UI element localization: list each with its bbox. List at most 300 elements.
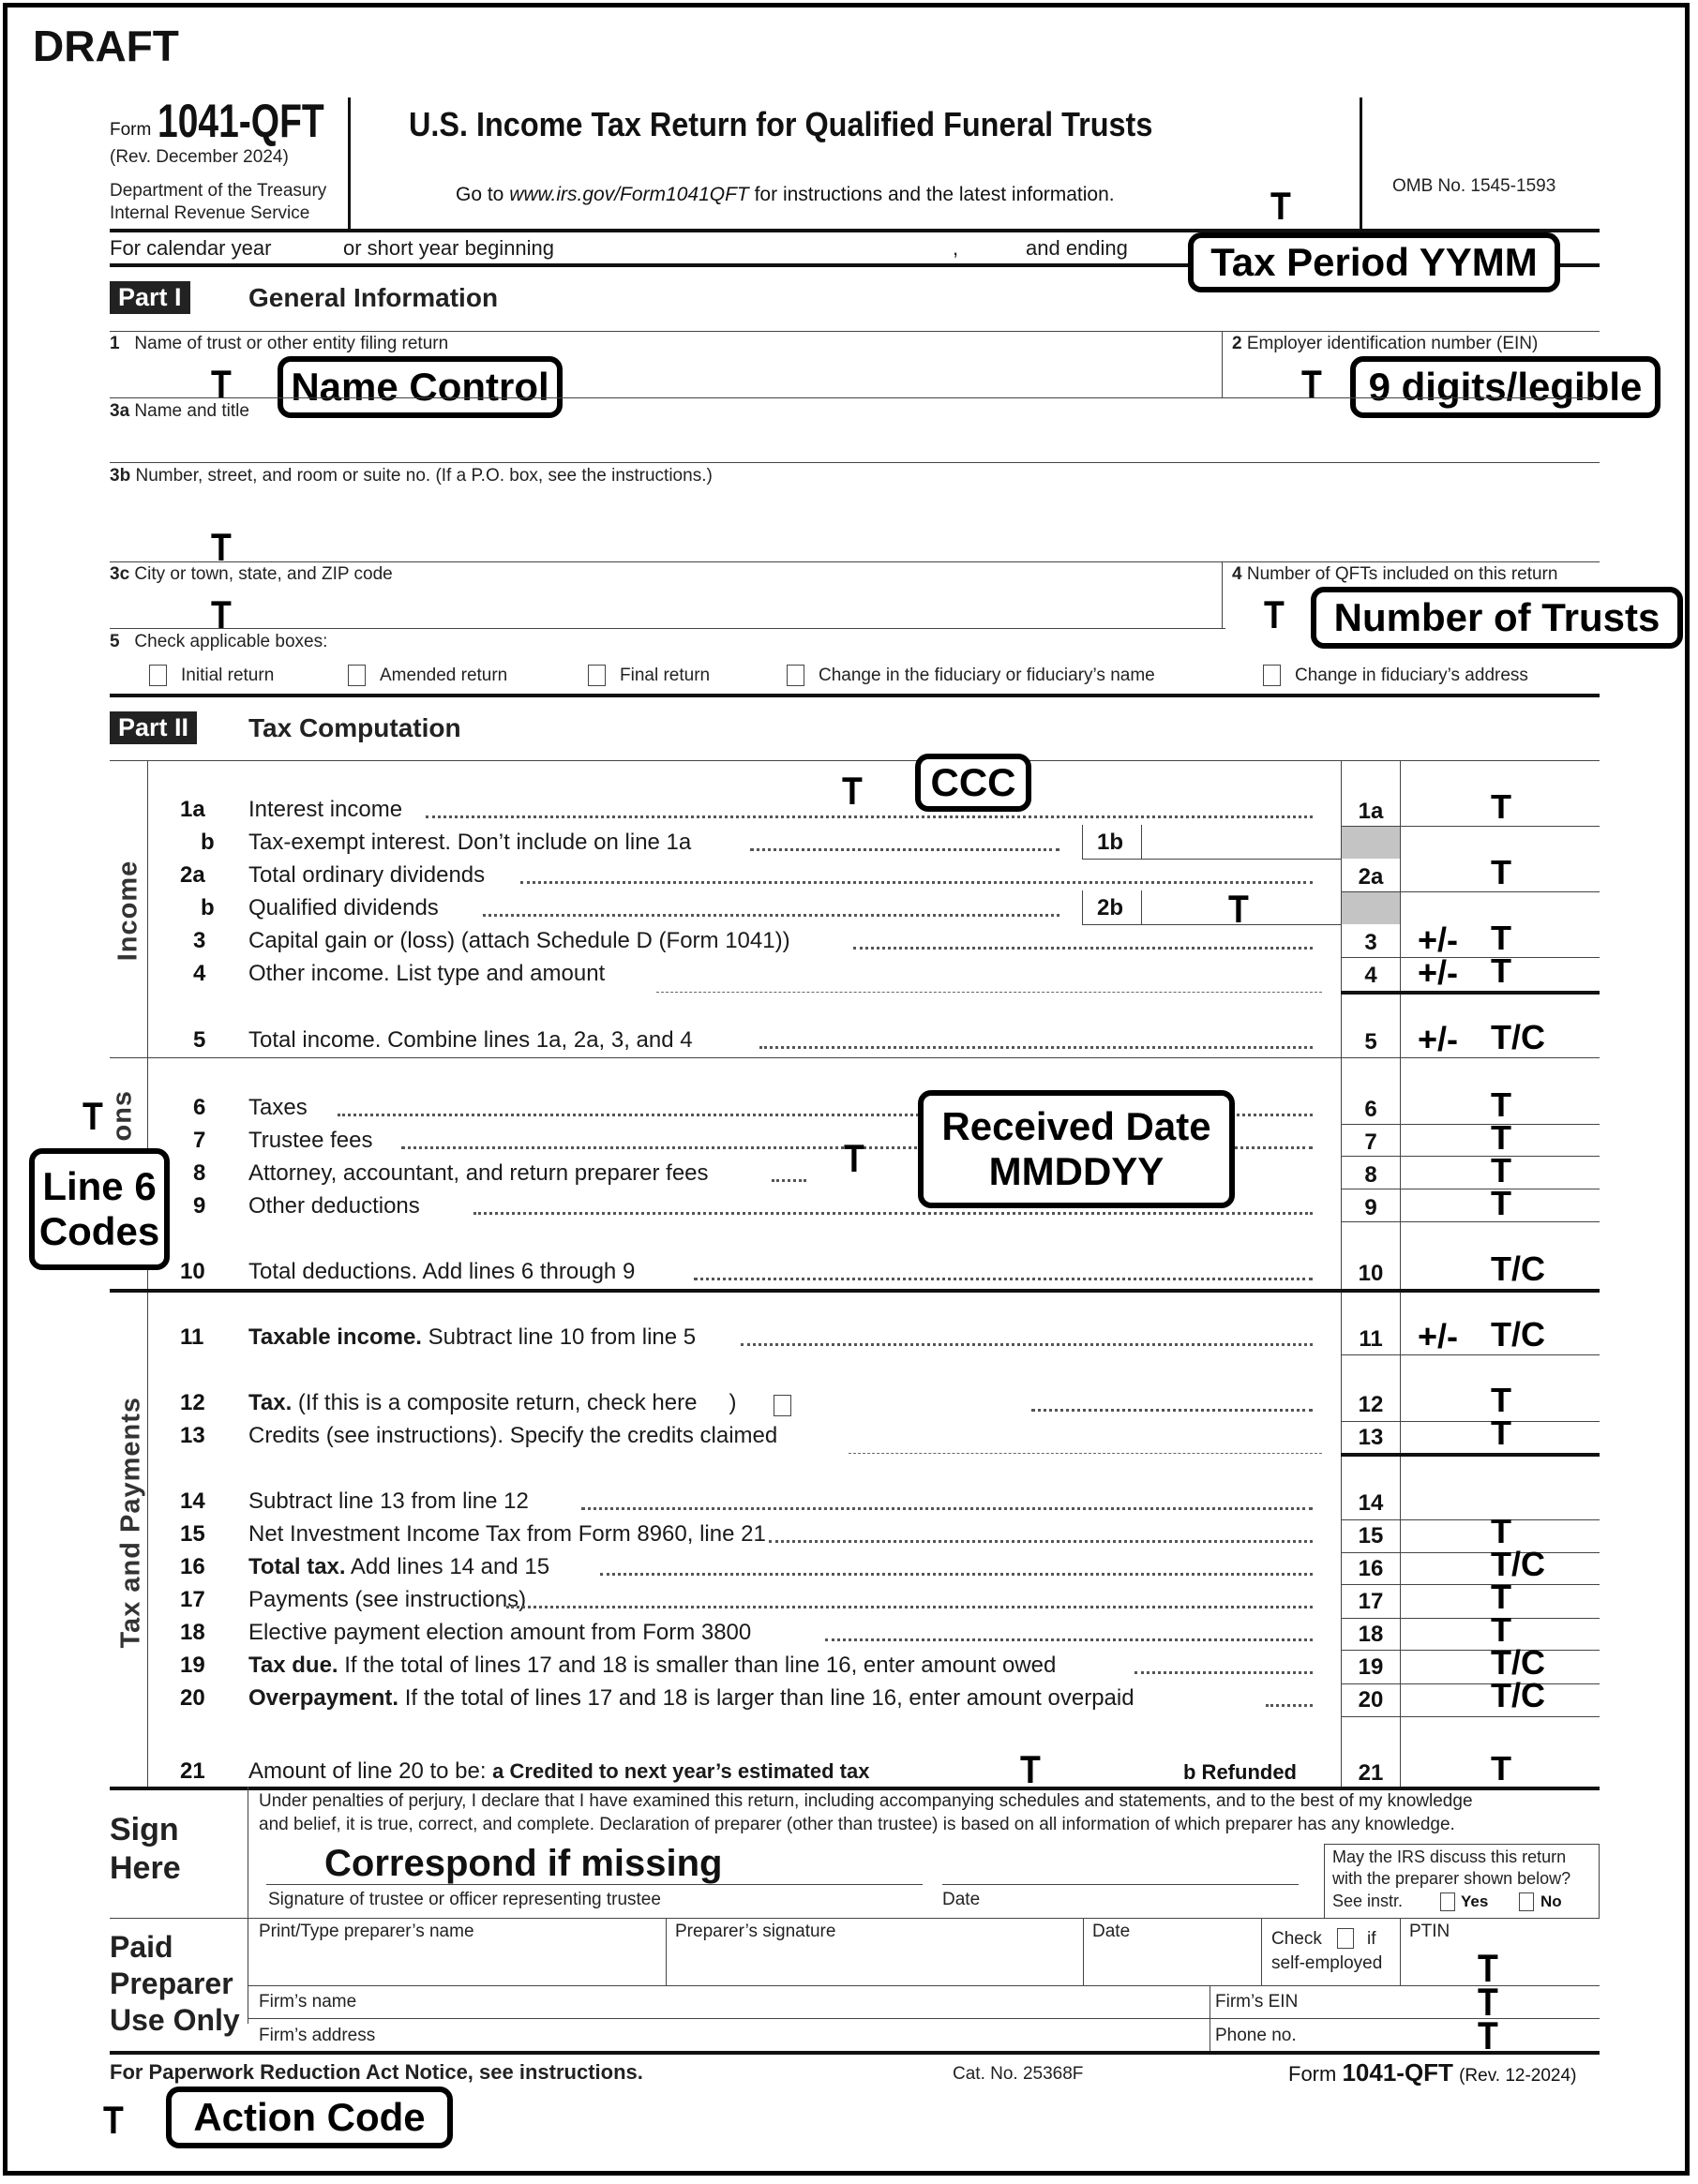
line-text: Capital gain or (loss) (attach Schedule D (Form 1041)) — [248, 928, 790, 953]
line3a-label — [110, 401, 249, 422]
label-amended-return: Amended return — [380, 666, 508, 685]
rule — [110, 561, 1600, 562]
dot-leader — [600, 1569, 1313, 1576]
line-box-label: 21 — [1358, 1760, 1384, 1786]
perjury-line1: Under penalties of perjury, I declare that I have examined this return, including accompanying schedules and statements, and to the best of my knowledge — [259, 1791, 1473, 1811]
section-deductions: ons — [107, 1089, 138, 1142]
perjury-line2: and belief, it is true, correct, and complete. Declaration of preparer (other than trustee) is based on all information of which preparer has any knowledge. — [259, 1815, 1455, 1834]
rule — [110, 397, 1600, 398]
rule — [110, 2051, 1600, 2055]
line-number: 10 — [180, 1259, 205, 1284]
col-divider — [1400, 1918, 1401, 1985]
sign-date-label: Date — [942, 1890, 981, 1909]
line-box-label: 6 — [1364, 1097, 1377, 1122]
preparer-name-label: Print/Type preparer’s name — [259, 1922, 474, 1941]
rule — [1082, 924, 1341, 925]
part2-title: Tax Computation — [248, 713, 461, 742]
line-number: 16 — [180, 1554, 205, 1579]
discuss-line2: with the preparer shown below? — [1332, 1869, 1571, 1888]
dot-leader — [825, 1635, 1313, 1641]
line-text: Taxes — [248, 1095, 308, 1120]
line-description — [248, 961, 605, 987]
line-description — [248, 1653, 1056, 1679]
code-T-action: T — [103, 2098, 124, 2142]
line-number: 12 — [180, 1390, 205, 1415]
callout-name-control: Name Control — [278, 356, 563, 418]
rule — [110, 628, 1225, 629]
line-description — [248, 1095, 308, 1121]
sign-indicator: +/- — [1418, 953, 1459, 992]
transcription-code: T — [1491, 1381, 1511, 1419]
line-number: 17 — [180, 1587, 205, 1612]
line-description — [248, 928, 790, 954]
header-divider-left — [348, 97, 351, 229]
rule — [1082, 859, 1341, 860]
transcription-code: T/C — [1491, 1018, 1545, 1056]
line-description — [248, 797, 402, 823]
line-description — [248, 1685, 1135, 1712]
line-bold-label: Overpayment. — [248, 1685, 399, 1711]
shaded-cell — [1342, 892, 1400, 924]
line6-codes-label2: Codes — [38, 1209, 160, 1253]
callout-ein: 9 digits/legible — [1350, 356, 1660, 418]
self-employed-label: self-employed — [1271, 1953, 1383, 1973]
dot-leader — [759, 1042, 1313, 1049]
line-text: If the total of lines 17 and 18 is smaller than line 16, enter amount owed — [338, 1653, 1057, 1678]
line4-num: 4 — [1232, 564, 1242, 584]
goto-prefix: Go to — [456, 184, 510, 205]
line-bold-label: Tax due. — [248, 1653, 338, 1678]
period-comma: , — [953, 236, 959, 260]
line-number: 7 — [193, 1128, 206, 1153]
line-text: Subtract line 13 from line 12 — [248, 1488, 529, 1514]
line-box-label: 18 — [1358, 1622, 1384, 1647]
checkbox-final-return[interactable] — [588, 665, 606, 686]
code-T-received: T — [844, 1136, 864, 1180]
transcription-code: T — [1491, 1151, 1511, 1189]
footer-form-number: 1041-QFT — [1342, 2058, 1453, 2087]
footer-rev: (Rev. 12-2024) — [1459, 2066, 1577, 2086]
short-year-label: or short year beginning — [343, 236, 555, 260]
signature-line[interactable] — [266, 1884, 923, 1885]
if-label: if — [1367, 1929, 1376, 1949]
firm-name-label: Firm’s name — [259, 1992, 357, 2012]
line-box-label: 1a — [1358, 799, 1384, 824]
correspond-if-missing: Correspond if missing — [324, 1843, 723, 1884]
transcription-code: T/C — [1491, 1643, 1545, 1682]
dot-leader — [1135, 1668, 1313, 1674]
omb-number: OMB No. 1545-1593 — [1392, 176, 1556, 196]
rule — [248, 2018, 1600, 2019]
line-box-label: 5 — [1364, 1029, 1377, 1055]
col-divider — [1222, 561, 1223, 628]
sign-title-1: Sign — [110, 1812, 179, 1847]
checkbox-discuss-yes[interactable] — [1440, 1892, 1455, 1911]
paperwork-notice: For Paperwork Reduction Act Notice, see instructions. — [110, 2060, 643, 2084]
callout-tax-period: Tax Period YYMM — [1188, 232, 1560, 292]
line3c-text: City or town, state, and ZIP code — [134, 564, 393, 584]
line-box-label: 3 — [1364, 930, 1377, 955]
line-text: Amount of line 20 to be: — [248, 1758, 493, 1784]
line-description — [248, 1620, 751, 1646]
line-number: 5 — [193, 1027, 206, 1053]
line-box-label: 15 — [1358, 1523, 1384, 1548]
line-description — [248, 862, 485, 889]
line-text: Total ordinary dividends — [248, 862, 486, 888]
check-label: Check — [1271, 1929, 1322, 1949]
line2-text: Employer identification number (EIN) — [1246, 334, 1539, 353]
goto-url[interactable]: www.irs.gov/Form1041QFT — [509, 184, 749, 205]
line-description — [248, 1521, 766, 1548]
transcription-code: T — [1491, 1184, 1511, 1222]
form-revision: (Rev. December 2024) — [110, 147, 289, 167]
line-number: 8 — [193, 1160, 206, 1186]
inner-box-2b: 2b — [1097, 895, 1124, 920]
line-box-label: 8 — [1364, 1162, 1377, 1188]
paid-preparer-title — [110, 1929, 240, 2039]
callout-line6-codes — [29, 1148, 170, 1270]
dot-leader — [1266, 1700, 1313, 1707]
goto-suffix: for instructions and the latest information. — [748, 184, 1115, 205]
line-number: 2a — [180, 862, 205, 888]
leader-line-4 — [656, 992, 1322, 993]
line-number: 14 — [180, 1488, 205, 1514]
rule — [1341, 991, 1600, 995]
preparer-title-1: Paid — [110, 1930, 173, 1964]
line-box-label: 20 — [1358, 1687, 1384, 1713]
line-box-label: 9 — [1364, 1195, 1377, 1220]
line-text: Add lines 14 and 15 — [345, 1554, 550, 1579]
transcription-code: T — [1491, 1085, 1511, 1124]
section-spine — [147, 760, 148, 1787]
line-text: Elective payment election amount from Form 3800 — [248, 1620, 752, 1645]
checkbox-change-fiduciary-address[interactable] — [1263, 665, 1281, 686]
line-bold-label: Taxable income. — [248, 1324, 422, 1350]
line-description — [248, 1390, 736, 1416]
col-divider — [1083, 1918, 1084, 1985]
line-number: 20 — [180, 1685, 205, 1711]
line5-text: Check applicable boxes: — [134, 632, 328, 651]
dot-leader — [506, 1602, 1313, 1608]
line-number: b — [201, 830, 215, 855]
header-divider-right — [1360, 97, 1362, 229]
code-T-ptin: T — [1478, 1946, 1498, 1990]
line-description — [248, 1587, 526, 1613]
code-T-ccc: T — [842, 769, 863, 813]
line3a-num: 3a — [110, 401, 130, 421]
line-bold-label: Tax. — [248, 1390, 293, 1415]
callout-number-of-trusts: Number of Trusts — [1311, 587, 1683, 649]
line-number: 11 — [180, 1324, 204, 1350]
received-date-label: Received Date — [941, 1103, 1211, 1148]
line-number: b — [201, 895, 215, 920]
dept-line1: Department of the Treasury — [110, 181, 327, 201]
date-line[interactable] — [942, 1884, 1299, 1885]
line-text: Credits (see instructions). Specify the credits claimed — [248, 1423, 778, 1448]
line1-text: Name of trust or other entity filing return — [134, 334, 449, 353]
line-description — [248, 830, 691, 856]
line-box-label: 11 — [1359, 1326, 1383, 1352]
rule — [110, 462, 1600, 463]
dept-line2: Internal Revenue Service — [110, 203, 310, 223]
line2-label — [1232, 334, 1538, 354]
line-box-label: 19 — [1358, 1654, 1384, 1680]
line-description — [248, 1128, 373, 1154]
ptin-label: PTIN — [1409, 1922, 1450, 1941]
line1-num: 1 — [110, 334, 120, 353]
line-description — [248, 1423, 777, 1449]
dot-leader — [1031, 1405, 1313, 1412]
preparer-date-label: Date — [1092, 1922, 1131, 1941]
line-box-label: 13 — [1358, 1425, 1384, 1450]
line4-text: Number of QFTs included on this return — [1246, 564, 1558, 584]
code-T-city: T — [211, 592, 232, 636]
code-T-name: T — [211, 362, 232, 406]
leader-line-13 — [849, 1453, 1322, 1454]
signature-label: Signature of trustee or officer representing trustee — [268, 1890, 661, 1909]
line-text: Other income. List type and amount — [248, 961, 606, 986]
transcription-code: T — [1491, 919, 1511, 957]
line-description — [248, 1758, 869, 1785]
code-T-line6: T — [83, 1094, 103, 1138]
line5-num: 5 — [110, 632, 120, 651]
code-T-header: T — [1270, 184, 1291, 228]
transcription-code: T — [1491, 787, 1511, 826]
line-description — [248, 1488, 529, 1515]
credited-next-year-label: a Credited to next year’s estimated tax — [492, 1759, 870, 1783]
rule — [110, 331, 1600, 332]
line-box-label: 4 — [1364, 963, 1377, 988]
discuss-line3: See instr. — [1332, 1892, 1404, 1910]
line-box-label: 10 — [1358, 1261, 1384, 1286]
line-box-label: 12 — [1358, 1392, 1384, 1417]
transcription-code: T/C — [1491, 1676, 1545, 1714]
received-date-format: MMDDYY — [988, 1149, 1165, 1193]
line-box-label: 17 — [1358, 1589, 1384, 1614]
callout-ccc: CCC — [915, 754, 1031, 812]
dot-leader — [483, 910, 1059, 917]
draft-watermark: DRAFT — [33, 22, 179, 70]
inner-box-1b: 1b — [1097, 830, 1124, 855]
line-text: If the total of lines 17 and 18 is larger than line 16, enter amount overpaid — [398, 1685, 1135, 1711]
rule — [110, 694, 1600, 697]
line-number: 9 — [193, 1193, 206, 1219]
code-T-firm-ein: T — [1478, 1980, 1498, 2024]
line2-num: 2 — [1232, 334, 1242, 353]
line-text: Other deductions — [248, 1193, 420, 1219]
code-T-2b: T — [1228, 887, 1249, 931]
line-number: 13 — [180, 1423, 205, 1448]
rule — [1341, 1584, 1600, 1585]
code-T-phone: T — [1478, 2013, 1498, 2057]
dot-leader — [694, 1274, 1313, 1280]
line3b-num: 3b — [110, 466, 131, 486]
sign-title-2: Here — [110, 1849, 181, 1886]
footer-form-prefix: Form — [1288, 2062, 1337, 2086]
line-text: Attorney, accountant, and return preparer fees — [248, 1160, 709, 1186]
part1-badge: Part I — [110, 281, 190, 314]
inner-box-edge — [1141, 890, 1142, 924]
discuss-yes-label: Yes — [1461, 1892, 1489, 1910]
line-text-after: ) — [729, 1390, 737, 1415]
dot-leader — [473, 1208, 1313, 1215]
checkbox-discuss-no[interactable] — [1519, 1892, 1534, 1911]
dot-leader — [741, 1339, 1313, 1346]
col-divider — [1261, 1918, 1262, 1985]
rule — [110, 1787, 1600, 1790]
firm-address-label: Firm’s address — [259, 2026, 376, 2045]
code-T-ein: T — [1301, 362, 1322, 406]
dot-leader — [520, 877, 1313, 884]
transcription-code: T — [1491, 1512, 1511, 1550]
line-text: (If this is a composite return, check here — [292, 1390, 698, 1415]
rule — [110, 1289, 1600, 1293]
code-T-qft: T — [1264, 592, 1285, 636]
sign-here-title — [110, 1811, 181, 1888]
label-initial-return: Initial return — [181, 666, 275, 685]
line-description — [248, 895, 439, 921]
line1-label — [110, 334, 448, 354]
transcription-code: T — [1491, 1118, 1511, 1157]
callout-action-code: Action Code — [166, 2087, 453, 2148]
col-divider — [1222, 331, 1223, 397]
form-number: 1041-QFT — [158, 95, 324, 147]
rule — [110, 1918, 1600, 1919]
sign-indicator: +/- — [1418, 1317, 1459, 1355]
line-text: Qualified dividends — [248, 895, 439, 920]
line-number: 18 — [180, 1620, 205, 1645]
transcription-code: T — [1491, 1749, 1511, 1788]
irs-discuss-box — [1324, 1844, 1600, 1919]
line-box-label: 2a — [1358, 864, 1384, 890]
rule — [110, 760, 1600, 761]
line-number: 3 — [193, 928, 206, 953]
line-description — [248, 1554, 549, 1580]
line-number: 15 — [180, 1521, 205, 1547]
dot-leader — [426, 812, 1313, 818]
line-box-label: 16 — [1358, 1556, 1384, 1581]
callout-received-date — [918, 1090, 1235, 1208]
dot-leader — [750, 845, 1059, 851]
line3c-num: 3c — [110, 564, 130, 584]
transcription-code: T/C — [1491, 1249, 1545, 1288]
line-text: Net Investment Income Tax from Form 8960, line 21 — [248, 1521, 766, 1547]
calendar-year-label: For calendar year — [110, 236, 272, 260]
line3b-label — [110, 466, 713, 486]
rule — [110, 1057, 1600, 1058]
cat-no: Cat. No. 25368F — [953, 2064, 1084, 2084]
firm-ein-label: Firm’s EIN — [1215, 1992, 1299, 2012]
label-change-fiduciary-name: Change in the fiduciary or fiduciary’s name — [819, 666, 1155, 685]
linebox-col-right — [1400, 760, 1401, 1787]
rule — [1341, 1650, 1600, 1651]
refunded-label: b Refunded — [1183, 1760, 1297, 1784]
line-number: 1a — [180, 797, 205, 822]
inner-box-edge — [1082, 890, 1083, 924]
form-title: U.S. Income Tax Return for Qualified Funeral Trusts — [409, 105, 1153, 143]
footer-form-id — [1288, 2058, 1576, 2087]
dot-leader — [581, 1503, 1313, 1510]
goto-instructions — [456, 184, 1115, 206]
line5-label — [110, 632, 327, 652]
rule — [1341, 1453, 1600, 1457]
line-text: Trustee fees — [248, 1128, 373, 1153]
transcription-code: T/C — [1491, 1545, 1545, 1583]
transcription-code: T — [1491, 853, 1511, 891]
transcription-code: T — [1491, 1578, 1511, 1616]
line6-codes-label1: Line 6 — [42, 1163, 157, 1208]
line4-label — [1232, 564, 1557, 585]
section-income: Income — [113, 860, 143, 962]
discuss-no-label: No — [1540, 1892, 1562, 1910]
transcription-code: T — [1491, 951, 1511, 990]
line-description — [248, 1027, 693, 1054]
checkbox-initial-return[interactable] — [149, 665, 167, 686]
section-tax-payments: Tax and Payments — [115, 1396, 146, 1649]
line-text: Subtract line 10 from line 5 — [421, 1324, 697, 1350]
checkbox-composite-return[interactable] — [774, 1395, 791, 1416]
line-text: Total deductions. Add lines 6 through 9 — [248, 1259, 636, 1284]
line-number: 4 — [193, 961, 206, 986]
transcription-code: T/C — [1491, 1315, 1545, 1354]
rule — [1341, 1354, 1600, 1355]
label-final-return: Final return — [620, 666, 711, 685]
line-description — [248, 1160, 709, 1187]
code-T-credited: T — [1020, 1747, 1041, 1791]
discuss-line1: May the IRS discuss this return — [1332, 1847, 1567, 1866]
line-text: Tax-exempt interest. Don’t include on line 1a — [248, 830, 692, 855]
checkbox-change-fiduciary-name[interactable] — [787, 665, 804, 686]
dot-leader — [853, 943, 1313, 950]
checkbox-self-employed[interactable] — [1337, 1928, 1354, 1949]
line-text: Interest income — [248, 797, 403, 822]
inner-box-edge — [1141, 825, 1142, 859]
preparer-title-2: Preparer — [110, 1967, 233, 2001]
form-prefix: Form — [110, 120, 152, 140]
dot-leader — [772, 1175, 806, 1182]
line-number: 21 — [180, 1758, 205, 1784]
line-text: Total income. Combine lines 1a, 2a, 3, and 4 — [248, 1027, 693, 1053]
part2-badge: Part II — [110, 711, 197, 744]
line3a-text: Name and title — [134, 401, 249, 421]
code-T-street: T — [211, 525, 232, 569]
line-description — [248, 1324, 696, 1351]
col-divider — [666, 1918, 667, 1985]
and-ending-label: and ending — [1026, 236, 1128, 260]
line3c-label — [110, 564, 393, 585]
label-change-fiduciary-address: Change in fiduciary’s address — [1295, 666, 1528, 685]
transcription-code: T — [1491, 1610, 1511, 1649]
phone-label: Phone no. — [1215, 2026, 1297, 2045]
line-description — [248, 1193, 420, 1219]
rule — [248, 1985, 1600, 1986]
line-text: Payments (see instructions) — [248, 1587, 527, 1612]
line3b-text: Number, street, and room or suite no. (If a P.O. box, see the instructions.) — [135, 466, 713, 486]
part1-title: General Information — [248, 283, 499, 312]
rule — [1341, 1221, 1600, 1222]
sign-indicator: +/- — [1418, 920, 1459, 959]
inner-box-edge — [1082, 825, 1083, 859]
line-bold-label: Total tax. — [248, 1554, 346, 1579]
line-box-label: 14 — [1358, 1490, 1384, 1516]
checkbox-amended-return[interactable] — [348, 665, 366, 686]
transcription-code: T — [1491, 1414, 1511, 1452]
preparer-title-3: Use Only — [110, 2003, 240, 2038]
rule — [1341, 1716, 1600, 1717]
shaded-cell — [1342, 827, 1400, 859]
dot-leader — [769, 1536, 1313, 1543]
rule — [1341, 957, 1600, 958]
